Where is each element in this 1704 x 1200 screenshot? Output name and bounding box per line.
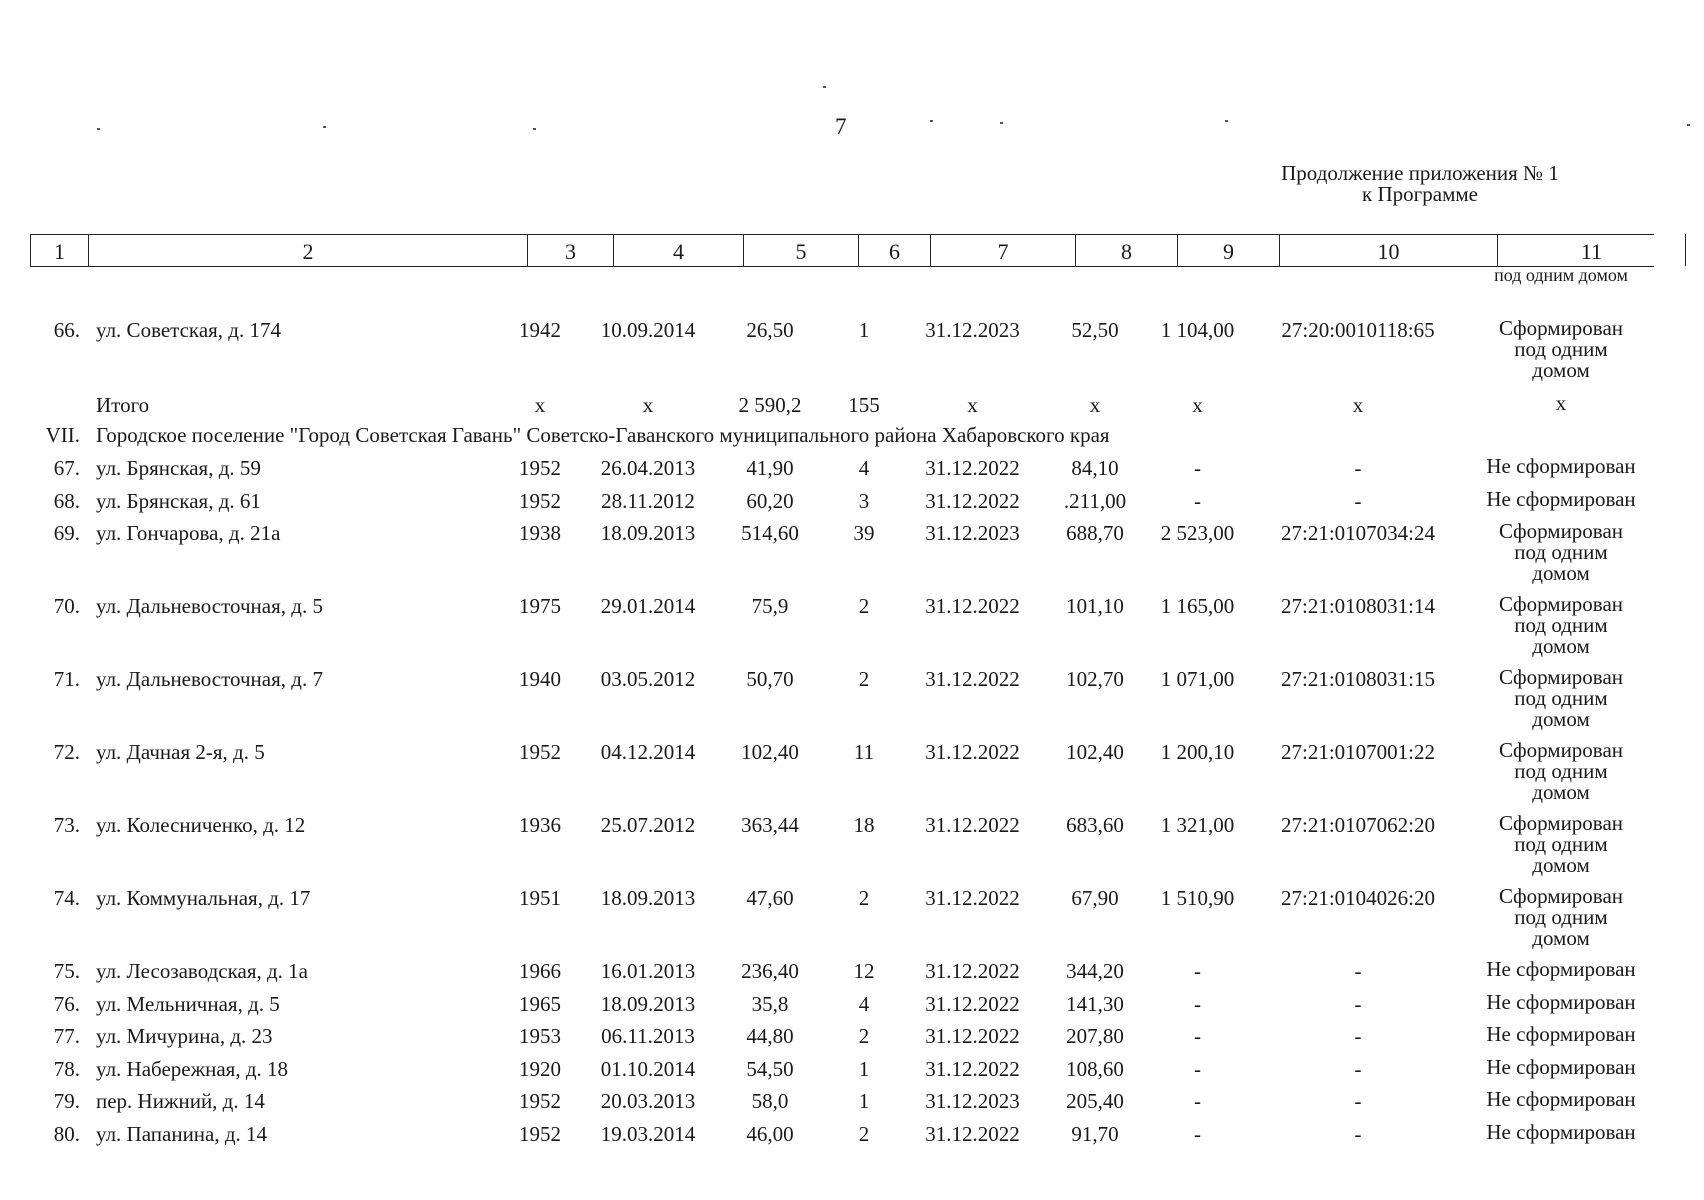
- row-year: 1920: [519, 1057, 561, 1081]
- row-status: Сформирован под одним домом: [1498, 592, 1624, 658]
- row-count: 11: [853, 740, 875, 764]
- row-plan-date: 31.12.2022: [925, 740, 1020, 764]
- row-address: ул. Дальневосточная, д. 7: [96, 667, 323, 691]
- column-number-4: 4: [613, 234, 743, 266]
- row-land-area: -: [1194, 1057, 1201, 1081]
- row-count: 18: [853, 813, 875, 837]
- row-count: 2: [858, 594, 870, 618]
- row-land-area: 1 321,00: [1160, 813, 1235, 837]
- appendix-note: [1250, 163, 1590, 205]
- scan-speck: [823, 86, 826, 88]
- scan-speck: [1225, 120, 1228, 122]
- row-planned-area: 207,80: [1066, 1024, 1124, 1048]
- row-plan-date: 31.12.2022: [925, 1024, 1020, 1048]
- column-number-8: 8: [1075, 234, 1177, 266]
- row-land-area: 1 510,90: [1160, 886, 1235, 910]
- row-area: 60,20: [746, 489, 794, 513]
- row-status: Не сформирован: [1486, 487, 1636, 511]
- row-status: Не сформирован: [1486, 990, 1636, 1014]
- row-plan-date: 31.12.2023: [925, 521, 1020, 545]
- row-cadastral: 27:21:0107062:20: [1280, 813, 1435, 837]
- scan-speck: [930, 120, 933, 122]
- row-area: 47,60: [746, 886, 794, 910]
- row-year: 1942: [519, 318, 561, 342]
- row-year: 1952: [519, 1122, 561, 1146]
- row-year: 1951: [519, 886, 561, 910]
- row-land-area: -: [1194, 489, 1201, 513]
- row-planned-area: 67,90: [1071, 886, 1119, 910]
- row-number: 69.: [53, 521, 80, 545]
- row-date: 06.11.2013: [601, 1024, 695, 1048]
- row-planned-area: 683,60: [1066, 813, 1124, 837]
- row-plan-date: 31.12.2022: [925, 813, 1020, 837]
- column-number-11: 11: [1497, 234, 1686, 266]
- row-cadastral: -: [1354, 1089, 1362, 1113]
- row-plan-date: 31.12.2023: [925, 1089, 1020, 1113]
- row-land-area: 2 523,00: [1160, 521, 1235, 545]
- row-plan-date: 31.12.2022: [925, 886, 1020, 910]
- row-date: 18.09.2013: [600, 886, 696, 910]
- section-title: Городское поселение "Город Советская Гавань" Советско-Гаванского муниципального района Хабаровского края: [96, 423, 1110, 447]
- column-number-7: 7: [930, 234, 1075, 266]
- row-number: 70.: [53, 594, 80, 618]
- total-status: х: [1555, 391, 1567, 415]
- row-cadastral: -: [1354, 1024, 1362, 1048]
- row-address: пер. Нижний, д. 14: [96, 1089, 265, 1113]
- row-address: ул. Брянская, д. 61: [96, 489, 261, 513]
- section-number: VII.: [45, 423, 80, 447]
- row-status: Не сформирован: [1486, 454, 1636, 478]
- row-plan-date: 31.12.2022: [925, 667, 1020, 691]
- row-number: 67.: [53, 456, 80, 480]
- row-date: 29.01.2014: [600, 594, 696, 618]
- row-cadastral: -: [1354, 456, 1362, 480]
- row-count: 2: [858, 1122, 870, 1146]
- row-plan-date: 31.12.2022: [925, 1122, 1020, 1146]
- row-count: 1: [858, 318, 870, 342]
- row-number: 74.: [53, 886, 80, 910]
- row-date: 18.09.2013: [600, 992, 696, 1016]
- row-address: ул. Мичурина, д. 23: [96, 1024, 273, 1048]
- column-number-3: 3: [527, 234, 613, 266]
- scan-speck: [1000, 122, 1003, 124]
- row-date: 20.03.2013: [600, 1089, 696, 1113]
- row-status: Сформирован под одним домом: [1498, 811, 1624, 877]
- row-planned-area: 688,70: [1066, 521, 1124, 545]
- page-number: 7: [835, 114, 847, 139]
- row-status: Сформирован под одним домом: [1498, 519, 1624, 585]
- column-number-header: [30, 234, 1654, 267]
- column-number-5: 5: [743, 234, 858, 266]
- row-number: 66.: [53, 318, 80, 342]
- row-planned-area: 102,70: [1066, 667, 1124, 691]
- scan-speck: [97, 128, 100, 130]
- row-status: Не сформирован: [1486, 1087, 1636, 1111]
- row-count: 1: [858, 1089, 870, 1113]
- row-count: 4: [858, 992, 870, 1016]
- row-year: 1952: [519, 740, 561, 764]
- row-plan-date: 31.12.2022: [925, 992, 1020, 1016]
- row-count: 2: [858, 667, 870, 691]
- row-cadastral: -: [1354, 489, 1362, 513]
- row-area: 514,60: [741, 521, 799, 545]
- row-plan-date: 31.12.2022: [925, 456, 1020, 480]
- row-land-area: -: [1194, 1024, 1201, 1048]
- row-count: 39: [853, 521, 875, 545]
- row-plan-date: 31.12.2023: [925, 318, 1020, 342]
- row-status: Сформирован под одним домом: [1498, 738, 1624, 804]
- row-plan-date: 31.12.2022: [925, 594, 1020, 618]
- row-plan-date: 31.12.2022: [925, 1057, 1020, 1081]
- row-count: 3: [858, 489, 870, 513]
- row-year: 1953: [519, 1024, 561, 1048]
- row-date: 10.09.2014: [600, 318, 696, 342]
- row-cadastral: 27:21:0107034:24: [1280, 521, 1435, 545]
- row-year: 1936: [519, 813, 561, 837]
- row-area: 102,40: [741, 740, 799, 764]
- row-land-area: -: [1194, 959, 1201, 983]
- total-year: х: [534, 393, 546, 417]
- row-status: Сформирован под одним домом: [1498, 665, 1624, 731]
- row-address: ул. Мельничная, д. 5: [96, 992, 280, 1016]
- row-planned-area: .211,00: [1063, 489, 1127, 513]
- row-year: 1965: [519, 992, 561, 1016]
- row-plan-date: 31.12.2022: [925, 489, 1020, 513]
- scan-speck: [323, 126, 326, 128]
- row-number: 68.: [53, 489, 80, 513]
- row-land-area: -: [1194, 1089, 1201, 1113]
- row-area: 54,50: [746, 1057, 794, 1081]
- row-date: 16.01.2013: [600, 959, 696, 983]
- row-date: 28.11.2012: [601, 489, 695, 513]
- scan-speck: [1687, 124, 1690, 126]
- row-year: 1975: [519, 594, 561, 618]
- row-area: 236,40: [741, 959, 799, 983]
- row-area: 44,80: [746, 1024, 794, 1048]
- row-count: 12: [853, 959, 875, 983]
- row-address: ул. Советская, д. 174: [96, 318, 281, 342]
- row-address: ул. Набережная, д. 18: [96, 1057, 289, 1081]
- row-planned-area: 141,30: [1066, 992, 1124, 1016]
- row-area: 50,70: [746, 667, 794, 691]
- column-number-1: 1: [30, 234, 88, 266]
- row-land-area: -: [1194, 992, 1201, 1016]
- row-cadastral: 27:21:0107001:22: [1280, 740, 1435, 764]
- row-land-area: 1 104,00: [1160, 318, 1235, 342]
- row-year: 1966: [519, 959, 561, 983]
- total-count: 155: [848, 393, 880, 417]
- row-plan-date: 31.12.2022: [925, 959, 1020, 983]
- row-status: Сформирован под одним домом: [1498, 884, 1624, 950]
- total-label: Итого: [96, 393, 150, 417]
- row-planned-area: 205,40: [1066, 1089, 1124, 1113]
- column-number-10: 10: [1279, 234, 1497, 266]
- row-area: 26,50: [746, 318, 794, 342]
- carryover-status: под одним домом: [1494, 265, 1628, 285]
- row-status: Не сформирован: [1486, 957, 1636, 981]
- row-area: 46,00: [746, 1122, 794, 1146]
- row-land-area: -: [1194, 1122, 1201, 1146]
- row-number: 78.: [53, 1057, 80, 1081]
- row-area: 363,44: [741, 813, 799, 837]
- total-planned-area: х: [1089, 393, 1101, 417]
- row-cadastral: 27:21:0104026:20: [1280, 886, 1435, 910]
- total-area: 2 590,2: [738, 393, 802, 417]
- row-cadastral: -: [1354, 959, 1362, 983]
- row-area: 35,8: [751, 992, 789, 1016]
- row-number: 75.: [53, 959, 80, 983]
- row-cadastral: 27:21:0108031:15: [1280, 667, 1435, 691]
- row-date: 03.05.2012: [600, 667, 696, 691]
- row-number: 76.: [53, 992, 80, 1016]
- appendix-line-2: к Программе: [1362, 182, 1478, 206]
- row-count: 4: [858, 456, 870, 480]
- row-cadastral: -: [1354, 992, 1362, 1016]
- row-planned-area: 101,10: [1066, 594, 1124, 618]
- row-cadastral: -: [1354, 1057, 1362, 1081]
- row-date: 19.03.2014: [600, 1122, 696, 1146]
- row-planned-area: 52,50: [1071, 318, 1119, 342]
- row-address: ул. Гончарова, д. 21а: [96, 521, 281, 545]
- row-cadastral: -: [1354, 1122, 1362, 1146]
- row-number: 79.: [53, 1089, 80, 1113]
- total-date: х: [642, 393, 654, 417]
- row-year: 1952: [519, 489, 561, 513]
- row-status: Не сформирован: [1486, 1022, 1636, 1046]
- row-land-area: 1 071,00: [1160, 667, 1235, 691]
- column-number-9: 9: [1177, 234, 1279, 266]
- row-land-area: -: [1194, 456, 1201, 480]
- column-number-6: 6: [858, 234, 930, 266]
- row-year: 1952: [519, 456, 561, 480]
- row-address: ул. Папанина, д. 14: [96, 1122, 268, 1146]
- row-date: 18.09.2013: [600, 521, 696, 545]
- total-cadastral: х: [1352, 393, 1364, 417]
- total-land-area: х: [1192, 393, 1203, 417]
- row-status: Сформирован под одним домом: [1498, 316, 1624, 382]
- row-planned-area: 91,70: [1071, 1122, 1119, 1146]
- row-land-area: 1 165,00: [1160, 594, 1235, 618]
- row-number: 80.: [53, 1122, 80, 1146]
- row-land-area: 1 200,10: [1160, 740, 1235, 764]
- row-status: Не сформирован: [1486, 1120, 1636, 1144]
- row-number: 72.: [53, 740, 80, 764]
- total-plan-date: х: [967, 393, 978, 417]
- row-address: ул. Дачная 2-я, д. 5: [96, 740, 265, 764]
- row-address: ул. Дальневосточная, д. 5: [96, 594, 323, 618]
- row-cadastral: 27:20:0010118:65: [1281, 318, 1435, 342]
- row-status: Не сформирован: [1486, 1055, 1636, 1079]
- row-planned-area: 102,40: [1066, 740, 1124, 764]
- row-number: 73.: [53, 813, 80, 837]
- row-number: 77.: [53, 1024, 80, 1048]
- scan-speck: [533, 128, 536, 130]
- row-address: ул. Лесозаводская, д. 1а: [96, 959, 308, 983]
- row-area: 58,0: [751, 1089, 789, 1113]
- row-count: 1: [858, 1057, 870, 1081]
- row-planned-area: 344,20: [1066, 959, 1124, 983]
- row-area: 75,9: [751, 594, 789, 618]
- row-address: ул. Коммунальная, д. 17: [96, 886, 311, 910]
- row-count: 2: [858, 886, 870, 910]
- row-address: ул. Колесниченко, д. 12: [96, 813, 306, 837]
- row-planned-area: 84,10: [1071, 456, 1119, 480]
- row-date: 04.12.2014: [600, 740, 696, 764]
- row-cadastral: 27:21:0108031:14: [1280, 594, 1435, 618]
- row-year: 1952: [519, 1089, 561, 1113]
- row-date: 26.04.2013: [600, 456, 696, 480]
- row-planned-area: 108,60: [1066, 1057, 1124, 1081]
- row-number: 71.: [53, 667, 80, 691]
- row-year: 1938: [519, 521, 561, 545]
- row-address: ул. Брянская, д. 59: [96, 456, 261, 480]
- row-count: 2: [858, 1024, 870, 1048]
- row-date: 01.10.2014: [600, 1057, 696, 1081]
- row-area: 41,90: [746, 456, 794, 480]
- column-number-2: 2: [88, 234, 527, 266]
- row-date: 25.07.2012: [600, 813, 696, 837]
- row-year: 1940: [519, 667, 561, 691]
- appendix-line-1: Продолжение приложения № 1: [1281, 161, 1559, 185]
